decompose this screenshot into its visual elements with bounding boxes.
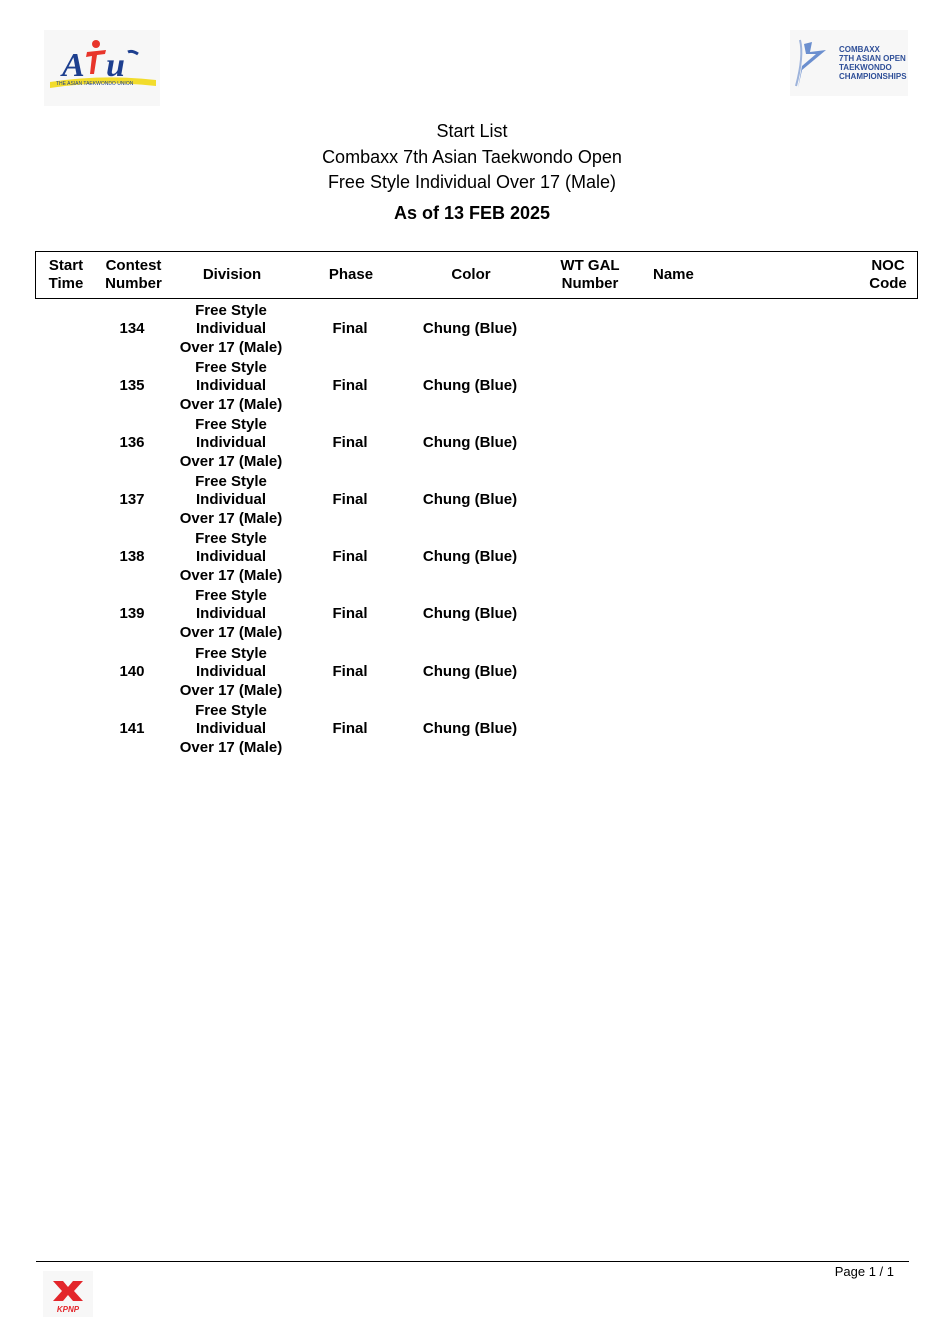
color: Chung (Blue)	[422, 605, 518, 623]
combaxx-logo	[790, 30, 908, 96]
header-division: Division	[202, 266, 262, 283]
color: Chung (Blue)	[422, 434, 518, 452]
division: Free Style Individual Over 17 (Male)	[179, 415, 283, 470]
color: Chung (Blue)	[422, 720, 518, 738]
color: Chung (Blue)	[422, 377, 518, 395]
color: Chung (Blue)	[422, 491, 518, 509]
division: Free Style Individual Over 17 (Male)	[179, 644, 283, 699]
contest-number: 139	[119, 605, 145, 623]
contest-number: 134	[119, 320, 145, 338]
phase: Final	[332, 663, 368, 681]
header-start-time: Start Time	[48, 257, 84, 292]
contest-number: 141	[119, 720, 145, 738]
combaxx-logo-line-2: 7TH ASIAN OPEN	[839, 54, 906, 63]
header-phase: Phase	[328, 266, 374, 283]
contest-number: 138	[119, 548, 145, 566]
combaxx-logo-line-4: CHAMPIONSHIPS	[839, 72, 907, 81]
contest-number: 135	[119, 377, 145, 395]
contest-number: 140	[119, 663, 145, 681]
phase: Final	[332, 320, 368, 338]
division: Free Style Individual Over 17 (Male)	[179, 529, 283, 584]
division: Free Style Individual Over 17 (Male)	[179, 701, 283, 756]
division: Free Style Individual Over 17 (Male)	[179, 358, 283, 413]
phase: Final	[332, 548, 368, 566]
table-row	[0, 472, 944, 529]
phase: Final	[332, 605, 368, 623]
combaxx-logo-graphic	[790, 30, 908, 96]
kpnp-logo-text: KPNP	[56, 1305, 80, 1314]
contest-number: 137	[119, 491, 145, 509]
svg-text:u: u	[106, 47, 125, 84]
doc-title: Start List	[436, 121, 508, 141]
table-row	[0, 701, 944, 758]
as-of-date: As of 13 FEB 2025	[393, 203, 551, 223]
table-row	[0, 644, 944, 701]
atu-logo	[44, 30, 160, 106]
kpnp-logo-graphic	[43, 1271, 93, 1317]
division: Free Style Individual Over 17 (Male)	[179, 586, 283, 641]
color: Chung (Blue)	[422, 548, 518, 566]
phase: Final	[332, 491, 368, 509]
header-noc-code: NOC Code	[869, 257, 907, 292]
atu-logo-caption: THE ASIAN TAEKWONDO UNION	[56, 81, 134, 87]
atu-logo-graphic	[44, 30, 160, 106]
table-row	[0, 529, 944, 586]
table-row	[0, 301, 944, 358]
category-name: Free Style Individual Over 17 (Male)	[327, 172, 617, 192]
svg-text:A: A	[62, 47, 85, 84]
header-contest-number: Contest Number	[105, 257, 162, 292]
contest-number: 136	[119, 434, 145, 452]
table-row	[0, 586, 944, 643]
color: Chung (Blue)	[422, 663, 518, 681]
phase: Final	[332, 720, 368, 738]
division: Free Style Individual Over 17 (Male)	[179, 301, 283, 356]
table-row	[0, 415, 944, 472]
phase: Final	[332, 377, 368, 395]
page-number: Page 1 / 1	[834, 1264, 894, 1279]
phase: Final	[332, 434, 368, 452]
table-row	[0, 358, 944, 415]
kpnp-logo	[43, 1271, 93, 1317]
header-name: Name	[653, 266, 694, 283]
header-wt-gal-number: WT GAL Number	[560, 257, 620, 292]
table-header	[35, 251, 918, 299]
combaxx-logo-line-3: TAEKWONDO	[839, 63, 892, 72]
combaxx-logo-line-1: COMBAXX	[839, 45, 880, 54]
footer-divider	[36, 1261, 909, 1262]
event-name: Combaxx 7th Asian Taekwondo Open	[322, 147, 622, 167]
header-color: Color	[451, 266, 491, 283]
color: Chung (Blue)	[422, 320, 518, 338]
division: Free Style Individual Over 17 (Male)	[179, 472, 283, 527]
